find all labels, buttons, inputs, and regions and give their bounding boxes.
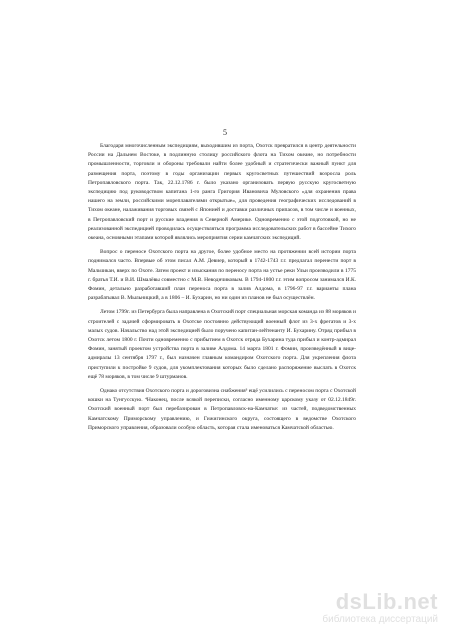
paragraph-2: Вопрос о переносе Охотского порта на другое, более удобное место на протяжении всей истории порта поднимался часто. Впервые об этом писал А.М. Девиер, который в 1742-1743 г.г. предлагал перенести порт в Мальчикан, вверх по Охоте. Затем проект и изыскания по переносу порта на устье реки Ульи производили в 1775 г. братья Т.И. и В.И. Шмалёвы совместно с М.В. Неводнчиковым. В 1794-1800 г.г. этим вопросом занимался И.К. Фомин, детально разработавший план переноса порта в залив Алдома, в 1796-97 г.г. варианты плана разрабатывал В. Мыльницкий, а в 1806 – И. Бухарин, но ни один из планов не был осуществлён.	[88, 249, 356, 302]
document-body	[88, 142, 356, 438]
watermark	[322, 590, 438, 626]
paragraph-3: Летом 1799г. из Петербурга была направлена в Охотский порт специальная морская команда из 88 моряков и строителей с задачей сформировать в Охотске постоянно действующий военный флот из 3-х фрегатов и 3-х малых судов. Начальство над этой экспедицией было поручено капитан-лейтенанту И. Бухарину. Отряд прибыл в Охотск летом 1800 г. Почти одновременно с прибытием в Охотск отряда Бухарина туда прибыл и контр-адмирал Фомин, занятый проектом устройства порта в заливе Алдома. 14 марта 1801 г. Фомин, произведённый в вице-адмиралы 13 сентября 1797 г., был назначен главным командиром Охотского порта. Для укрепления флота приступили к постройке 9 судов, для укомплектования которых было сделано распоряжение выслать в Охотск ещё 78 моряков, в том числе 9 штурманов.	[88, 309, 356, 380]
watermark-logo: dsLib.net	[335, 589, 438, 614]
page-number: 5	[223, 128, 227, 137]
paragraph-4: Однако отсутствия Охотского порта и дороговизна снабжения³ ещё усилились с переносом порта с Охотской кошки на Тунгусскую. ⁴Наконец, после всякой переписки, согласно именному царскому указу от 02.12.1849г. Охотский военный порт был перебазирован в Петропавловск-на-Камчатке: из частей, подведомственных Камчатскому Приморскому управлению, и Гижигинского округа, состоящего в ведомстве Охотского Приморского управления, образовали особую область, которая стала именоваться Камчатской областью.	[88, 388, 356, 431]
watermark-tagline: библиотека диссертаций	[322, 614, 438, 625]
paragraph-1: Благодаря многочисленным экспедициям, выходившим из порта, Охотск превратился в центр деятельности России на Дальнем Востоке, в подлинную столицу российского флота на Тихом океане, но потребности промышленности, торговли и обороны требовали найти более удобный и стратегически важный пункт для размещения порта, поэтому в годы организации первых кругосветных путешествий возросла роль Петропавловского порта. Так, 22.12.1786 г. было указано организовать первую русскую кругосветную экспедицию под руководством капитана 1-го ранга Григория Ивановича Муловского «для охранения права нашего на земли, российскими мореплавателями открытые», для проведения географических исследований в Тихом океане, налаживания торговых связей с Японией и доставки различных припасов, в том числе и военных, в Петропавловский порт и русские владения в Северной Америке. Одновременно с этой подготовкой, но не реализованной экспедицией проводилась осуществляться программа исследовательских работ в бассейне Тихого океана, основными этапами которой являлись мероприятия серии камчатских экспедиций.	[88, 143, 356, 242]
